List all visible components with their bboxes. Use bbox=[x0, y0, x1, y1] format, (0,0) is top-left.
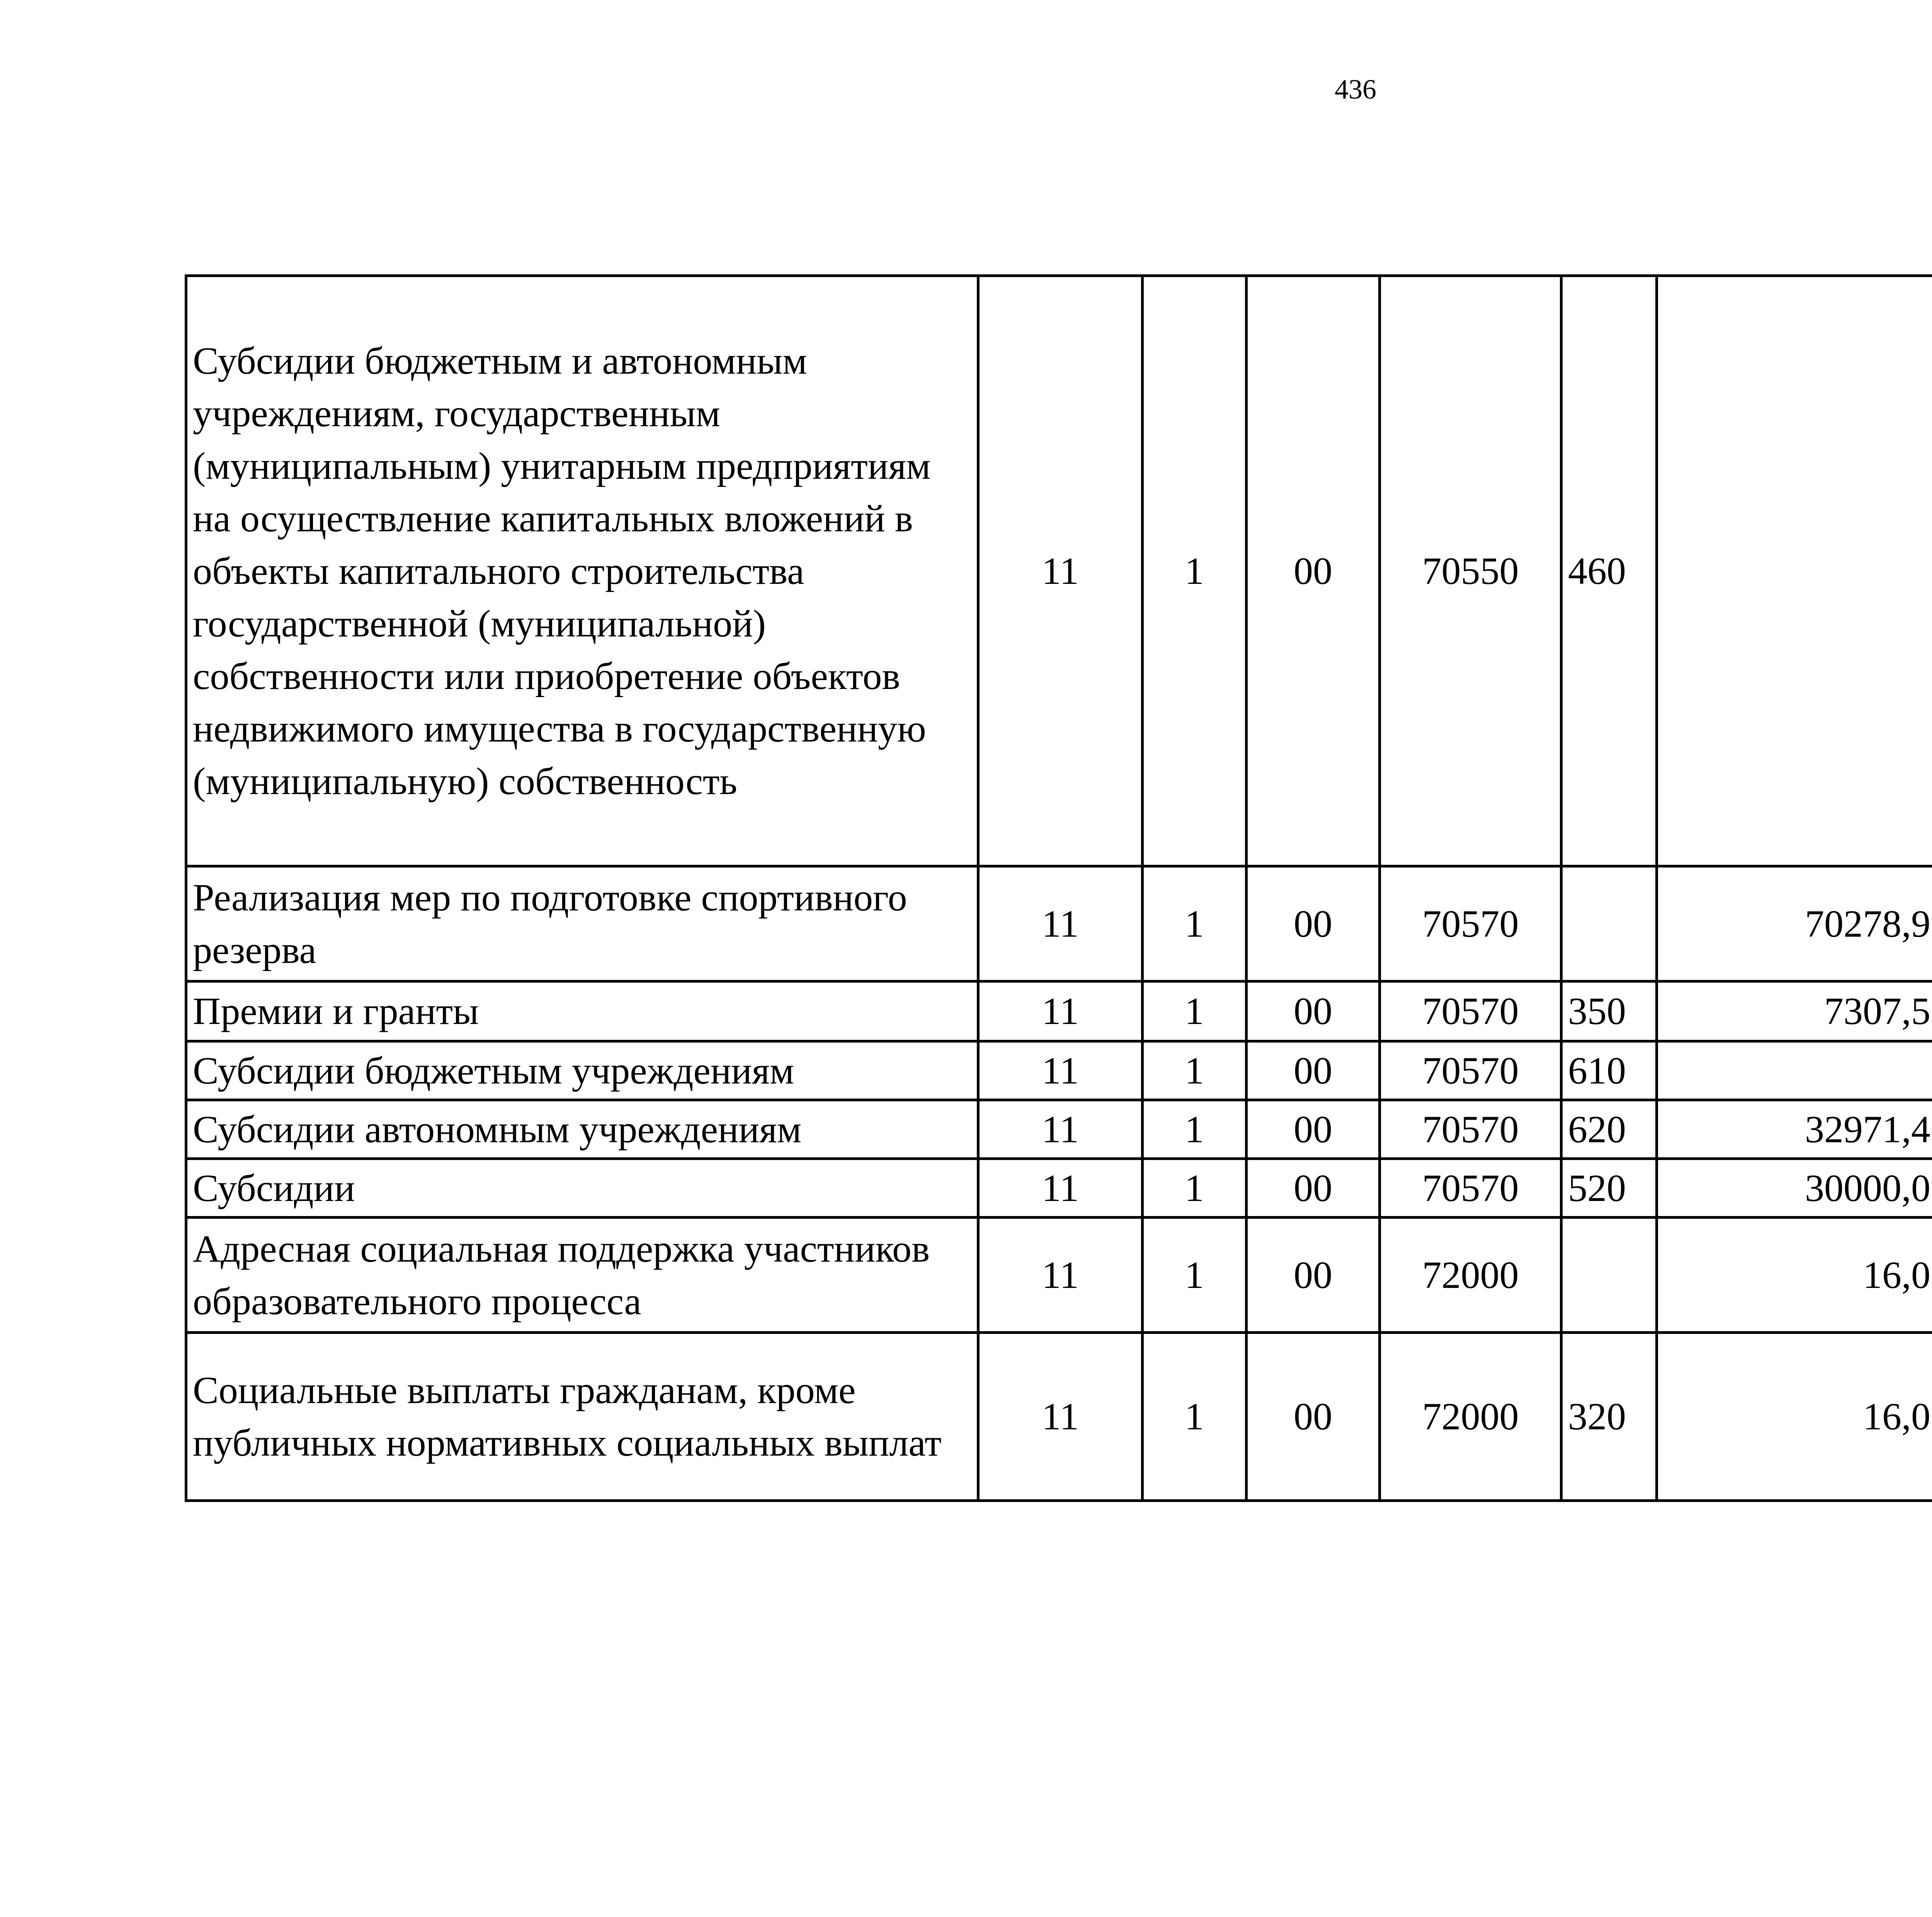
table-row bbox=[186, 1100, 1932, 1159]
table-row bbox=[186, 981, 1932, 1041]
row-name: Субсидии bbox=[186, 1159, 978, 1218]
table-row bbox=[186, 1041, 1932, 1100]
target-code-part2: 70570 bbox=[1380, 981, 1561, 1041]
page-number: 436 bbox=[1335, 74, 1376, 105]
target-code-part1: 00 bbox=[1247, 276, 1380, 866]
expense-type-code bbox=[1561, 1218, 1657, 1333]
row-name: Реализация мер по подготовке спортивного резерва bbox=[186, 866, 978, 981]
section-code: 11 bbox=[978, 276, 1143, 866]
target-code-part2: 70570 bbox=[1380, 1100, 1561, 1159]
subsection-code: 1 bbox=[1143, 1218, 1247, 1333]
row-name: Адресная социальная поддержка участников образовательного процесса bbox=[186, 1218, 978, 1333]
table-row bbox=[186, 1159, 1932, 1218]
amount-1 bbox=[1657, 276, 1932, 866]
expense-type-code: 320 bbox=[1561, 1333, 1657, 1501]
subsection-code: 1 bbox=[1143, 1041, 1247, 1100]
subsection-code: 1 bbox=[1143, 866, 1247, 981]
subsection-code: 1 bbox=[1143, 1159, 1247, 1218]
target-code-part1: 00 bbox=[1247, 981, 1380, 1041]
expense-type-code: 350 bbox=[1561, 981, 1657, 1041]
subsection-code: 1 bbox=[1143, 276, 1247, 866]
row-name: Социальные выплаты гражданам, кроме публичных нормативных социальных выплат bbox=[186, 1333, 978, 1501]
target-code-part2: 70570 bbox=[1380, 1041, 1561, 1100]
expense-type-code: 520 bbox=[1561, 1159, 1657, 1218]
amount-1: 70278,9 bbox=[1657, 866, 1932, 981]
row-name: Премии и гранты bbox=[186, 981, 978, 1041]
target-code-part2: 72000 bbox=[1380, 1218, 1561, 1333]
target-code-part1: 00 bbox=[1247, 1218, 1380, 1333]
amount-1: 32971,4 bbox=[1657, 1100, 1932, 1159]
section-code: 11 bbox=[978, 1218, 1143, 1333]
amount-1: 30000,0 bbox=[1657, 1159, 1932, 1218]
expense-type-code bbox=[1561, 866, 1657, 981]
amount-1: 16,0 bbox=[1657, 1333, 1932, 1501]
target-code-part2: 72000 bbox=[1380, 1333, 1561, 1501]
row-name: Субсидии бюджетным и автономным учреждениям, государственным (муниципальным) унитарным предприятиям на осуществление капитальных вложений в объекты капитального строительства государственной (муниципальной) собственности или приобретение объектов недвижимого имущества в государственную (муниципальную) собственность bbox=[186, 276, 978, 866]
target-code-part1: 00 bbox=[1247, 866, 1380, 981]
section-code: 11 bbox=[978, 981, 1143, 1041]
section-code: 11 bbox=[978, 1159, 1143, 1218]
amount-1 bbox=[1657, 1041, 1932, 1100]
expense-type-code: 620 bbox=[1561, 1100, 1657, 1159]
target-code-part1: 00 bbox=[1247, 1041, 1380, 1100]
section-code: 11 bbox=[978, 1041, 1143, 1100]
target-code-part2: 70570 bbox=[1380, 1159, 1561, 1218]
subsection-code: 1 bbox=[1143, 1333, 1247, 1501]
row-name: Субсидии автономным учреждениям bbox=[186, 1100, 978, 1159]
target-code-part2: 70570 bbox=[1380, 866, 1561, 981]
section-code: 11 bbox=[978, 866, 1143, 981]
section-code: 11 bbox=[978, 1333, 1143, 1501]
subsection-code: 1 bbox=[1143, 1100, 1247, 1159]
table-row bbox=[186, 276, 1932, 866]
row-name: Субсидии бюджетным учреждениям bbox=[186, 1041, 978, 1100]
amount-1: 16,0 bbox=[1657, 1218, 1932, 1333]
expense-type-code: 460 bbox=[1561, 276, 1657, 866]
expense-type-code: 610 bbox=[1561, 1041, 1657, 1100]
budget-table bbox=[185, 274, 1932, 1502]
table-row bbox=[186, 866, 1932, 981]
table-row bbox=[186, 1333, 1932, 1501]
target-code-part1: 00 bbox=[1247, 1333, 1380, 1501]
target-code-part1: 00 bbox=[1247, 1100, 1380, 1159]
section-code: 11 bbox=[978, 1100, 1143, 1159]
target-code-part1: 00 bbox=[1247, 1159, 1380, 1218]
table-row bbox=[186, 1218, 1932, 1333]
subsection-code: 1 bbox=[1143, 981, 1247, 1041]
amount-1: 7307,5 bbox=[1657, 981, 1932, 1041]
target-code-part2: 70550 bbox=[1380, 276, 1561, 866]
